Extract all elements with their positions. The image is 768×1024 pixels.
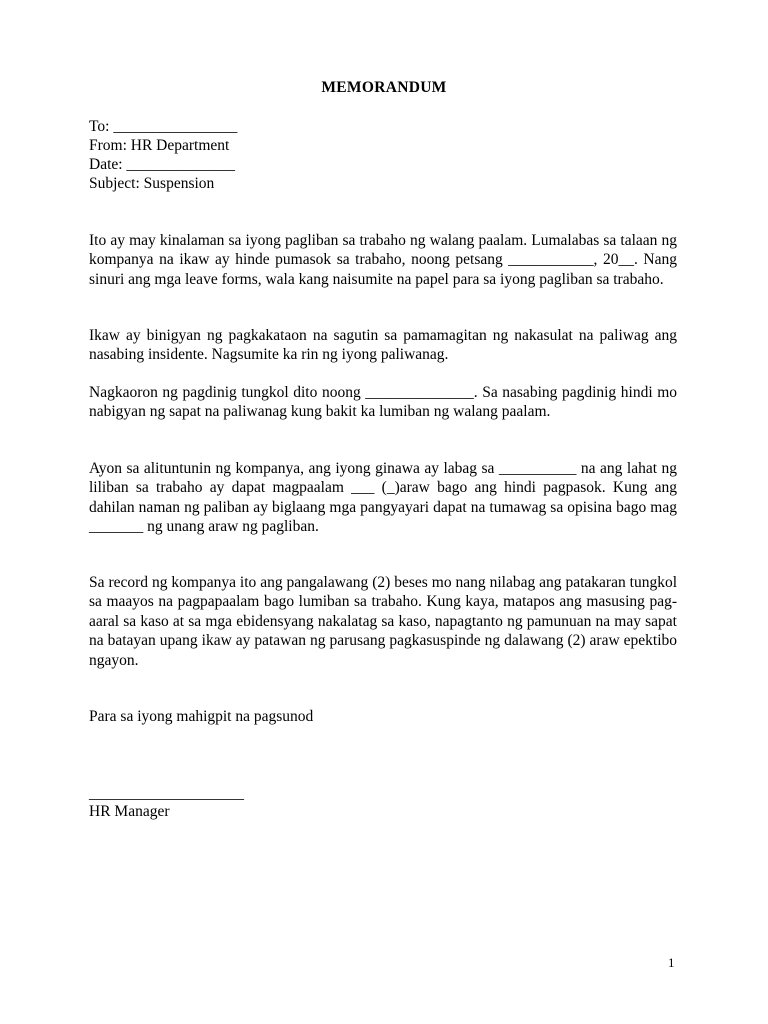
memo-header (89, 117, 237, 193)
to-line: To: ________________ (89, 118, 238, 135)
memo-title: MEMORANDUM (321, 79, 447, 96)
paragraph-4: Ayon sa alituntunin ng kompanya, ang iyong ginawa ay labag sa __________ na ang lahat ng liliban sa trabaho ay dapat magpaalam ___ (_)araw bago ang hindi pagpasok. Kung ang dahilan naman ng paliban ay biglaang mga pangyayari dapat na tumawag sa opisina bago mag _______ ng unang araw ng pagliban. (89, 460, 677, 536)
date-line: Date: ______________ (89, 156, 235, 173)
paragraph-5: Sa record ng kompanya ito ang pangalawang (2) beses mo nang nilabag ang patakaran tungkol sa maayos na pagpapaalam bago lumiban sa trabaho. Kung kaya, matapos ang masusing pag-aaral sa kaso at sa mga ebidensyang nakalatag sa kaso, napagtanto ng pamunuan na may sapat na batayan upang ikaw ay patawan ng parusang pagkasuspinde ng dalawang (2) araw epektibo ngayon. (89, 574, 677, 669)
paragraph-1: Ito ay may kinalaman sa iyong pagliban sa trabaho ng walang paalam. Lumalabas sa talaan ng kompanya na ikaw ay hinde pumasok sa trabaho, noong petsang ___________, 20__. Nang sinuri ang mga leave forms, wala kang naisumite na papel para sa iyong pagliban sa trabaho. (89, 232, 677, 288)
signatory-name: HR Manager (89, 803, 170, 820)
page-number: 1 (668, 955, 675, 970)
paragraph-2: Ikaw ay binigyan ng pagkakataon na sagutin sa pamamagitan ng nakasulat na paliwag ang nasabing insidente. Nagsumite ka rin ng iyong paliwanag. (89, 327, 677, 364)
closing-line: Para sa iyong mahigpit na pagsunod (89, 708, 314, 725)
from-line: From: HR Department (89, 137, 230, 154)
signature-line: ____________________ (89, 785, 244, 802)
subject-line: Subject: Suspension (89, 175, 215, 192)
paragraph-3: Nagkaoron ng pagdinig tungkol dito noong ______________. Sa nasabing pagdinig hindi mo nabigyan ng sapat na paliwanag kung bakit ka lumiban ng walang paalam. (89, 384, 677, 421)
